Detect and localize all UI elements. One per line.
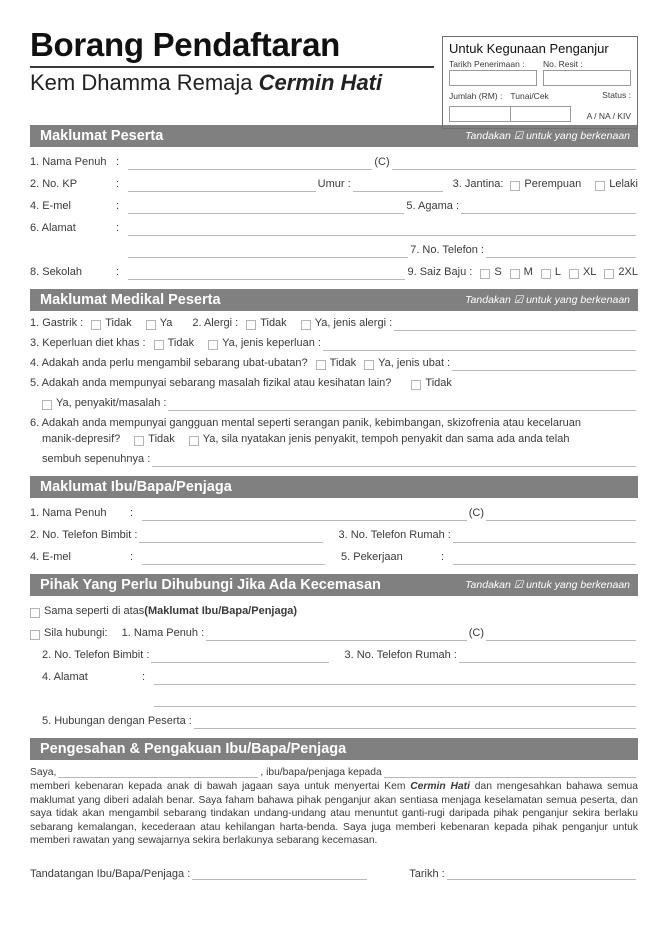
organiser-amount-fieldpair (449, 105, 571, 122)
input-participant-address-line2[interactable] (128, 244, 408, 258)
label-medical-diet: 3. Keperluan diet khas : (30, 337, 146, 349)
colon-guardian-email: : (130, 551, 134, 563)
input-medication-type[interactable] (452, 357, 636, 371)
input-declaration-child-name[interactable] (384, 764, 636, 778)
checkbox-option-size-m[interactable] (510, 265, 533, 280)
colon-participant-school: : (116, 266, 120, 278)
input-emergency-mobile[interactable] (151, 649, 328, 663)
checkbox-icon-physical-no[interactable] (411, 380, 421, 390)
organiser-status-options-cell (571, 111, 631, 122)
label-participant-religion: 5. Agama : (406, 200, 459, 212)
field-row-participant-address (30, 217, 638, 236)
label-guardian-name: 1. Nama Penuh (30, 507, 107, 519)
checkbox-icon-size-2xl[interactable] (604, 269, 614, 279)
checkbox-option-diet-yes[interactable] (208, 335, 321, 351)
checkbox-icon-medication-no[interactable] (316, 360, 326, 370)
label-medical-allergy: 2. Alergi : (192, 317, 239, 329)
checkbox-option-medication-no[interactable] (316, 355, 357, 371)
field-row-emergency-address2 (30, 688, 638, 707)
organiser-receipt-cell (543, 59, 631, 87)
organiser-row-receipt (449, 59, 631, 87)
colon-participant-address: : (116, 222, 120, 234)
label-diet-no: Tidak (167, 337, 195, 349)
label-guardian-of: , ibu/bapa/penjaga kepada (260, 767, 382, 778)
input-signature[interactable] (192, 866, 367, 880)
field-row-participant-school (30, 261, 638, 280)
checkbox-option-medication-yes[interactable] (364, 355, 450, 371)
organiser-receipt-label: No. Resit : (543, 58, 583, 69)
input-guardian-mobile[interactable] (139, 529, 322, 543)
label-please-contact: Sila hubungi: (44, 627, 108, 639)
organiser-row-amount (449, 90, 631, 101)
field-row-participant-name (30, 151, 638, 170)
input-declaration-guardian-name[interactable] (58, 764, 258, 778)
input-emergency-address-line1[interactable] (154, 671, 636, 685)
label-signature: Tandatangan Ibu/Bapa/Penjaga : (30, 867, 191, 880)
label-physical-yes: Ya, penyakit/masalah : (56, 397, 167, 409)
organiser-use-box (442, 36, 638, 129)
checkbox-icon-male[interactable] (595, 181, 605, 191)
label-medical-gastric: 1. Gastrik : (30, 317, 84, 329)
field-row-guardian-mobile (30, 524, 638, 543)
label-guardian-email: 4. E-mel (30, 551, 71, 563)
organiser-amount-input[interactable] (449, 106, 511, 122)
declaration-text-part1: memberi kebenaran kepada anak di bawah jagaan saya untuk menyertai Kem (30, 781, 411, 792)
declaration-camp-name: Cermin Hati (410, 781, 470, 792)
declaration-paragraph (30, 780, 638, 848)
checkbox-option-size-l[interactable] (541, 265, 561, 280)
tick-note-participant: Tandakan ☑ untuk yang berkenaan (465, 130, 630, 142)
label-diet-yes: Ya, jenis keperluan : (222, 337, 321, 349)
checkbox-icon-please-contact[interactable] (30, 630, 40, 640)
section-bar-emergency (30, 574, 638, 596)
input-guardian-email[interactable] (142, 551, 325, 565)
section-title-participant: Maklumat Peserta (40, 128, 164, 144)
organiser-status-label: Status : (602, 90, 631, 101)
label-guardian-home-phone: 3. No. Telefon Rumah : (338, 529, 451, 541)
label-participant-address: 6. Alamat (30, 222, 76, 234)
checkbox-icon-mental-yes[interactable] (189, 436, 199, 446)
checkbox-icon-allergy-yes[interactable] (301, 320, 311, 330)
checkbox-icon-medication-yes[interactable] (364, 360, 374, 370)
input-participant-name[interactable] (128, 156, 372, 170)
colon-participant-ic: : (116, 178, 120, 190)
checkbox-option-gastric-yes[interactable] (146, 315, 173, 331)
organiser-payment-input[interactable] (511, 106, 572, 122)
label-participant-shirt: 9. Saiz Baju : (407, 266, 473, 278)
label-emergency-relation: 5. Hubungan dengan Peserta : (42, 715, 192, 727)
label-emergency-name: 1. Nama Penuh : (121, 627, 205, 639)
checkbox-icon-diet-yes[interactable] (208, 340, 218, 350)
field-row-medical-q6-options (30, 431, 638, 447)
label-medical-mental-line1: 6. Adakah anda mempunyai gangguan mental seperti serangan panik, kebimbangan, skizofrenia atau kecelaruan (30, 417, 581, 429)
label-emergency-name-c: (C) (468, 627, 484, 639)
input-participant-phone[interactable] (486, 244, 636, 258)
tick-note-emergency: Tandakan ☑ untuk yang berkenaan (465, 579, 630, 591)
label-mental-no: Tidak (148, 433, 175, 445)
label-male: Lelaki (609, 178, 638, 190)
organiser-date-cell (449, 59, 537, 87)
label-participant-email: 4. E-mel (30, 200, 71, 212)
label-medical-physical: 5. Adakah anda mempunyai sebarang masalah fizikal atau kesihatan lain? (30, 377, 392, 389)
label-size-s: S (494, 266, 502, 278)
label-size-m: M (523, 266, 533, 278)
label-medical-mental-line3: sembuh sepenuhnya : (42, 453, 151, 465)
subtitle-plain: Kem Dhamma Remaja (30, 69, 259, 95)
checkbox-icon-size-xl[interactable] (569, 269, 579, 279)
input-guardian-job[interactable] (453, 551, 636, 565)
checkbox-option-male[interactable] (595, 177, 638, 192)
field-row-participant-address2-phone (30, 239, 638, 258)
field-row-emergency-relation (30, 710, 638, 729)
input-emergency-name-chinese[interactable] (486, 627, 636, 641)
checkbox-option-mental-yes[interactable] (189, 431, 570, 447)
organiser-status-cell (549, 90, 631, 101)
field-row-emergency-same-as-above[interactable] (30, 600, 638, 619)
organiser-receipt-input[interactable] (543, 70, 631, 86)
checkbox-icon-allergy-no[interactable] (246, 320, 256, 330)
input-physical-detail[interactable] (168, 397, 636, 411)
form-header (30, 26, 638, 122)
checkbox-option-diet-no[interactable] (154, 335, 195, 351)
field-row-medical-q5-yes (30, 395, 638, 411)
label-gastric-yes: Ya (159, 317, 173, 329)
field-row-signature (30, 866, 638, 880)
input-participant-address-line1[interactable] (128, 222, 636, 236)
organiser-amount-label: Jumlah (RM) : (449, 90, 503, 101)
label-medication-yes: Ya, jenis ubat : (378, 357, 451, 369)
label-allergy-no: Tidak (260, 317, 287, 329)
checkbox-icon-physical-yes[interactable] (42, 400, 52, 410)
checkbox-icon-same-as-above[interactable] (30, 608, 40, 618)
label-emergency-address: 4. Alamat (42, 671, 88, 683)
input-participant-age[interactable] (353, 178, 443, 192)
label-gastric-no: Tidak (105, 317, 132, 329)
field-row-medical-q6-line3 (30, 451, 638, 467)
field-row-guardian-name (30, 502, 638, 521)
section-title-declaration: Pengesahan & Pengakuan Ibu/Bapa/Penjaga (40, 741, 347, 757)
field-row-medical-q4 (30, 355, 638, 371)
organiser-payment-label: Tunai/Cek (510, 90, 549, 101)
checkbox-option-mental-no[interactable] (134, 431, 175, 447)
colon-participant-name: : (116, 156, 120, 168)
organiser-date-label: Tarikh Penerimaan : (449, 58, 525, 69)
field-row-guardian-email (30, 546, 638, 565)
label-participant-school: 8. Sekolah (30, 266, 82, 278)
label-participant-age: Umur : (317, 178, 351, 190)
label-participant-phone: 7. No. Telefon : (410, 244, 484, 256)
input-guardian-name-chinese[interactable] (486, 507, 636, 521)
organiser-payment-cell (510, 91, 548, 102)
organiser-status-options: A / NA / KIV (586, 111, 631, 122)
input-emergency-home-phone[interactable] (459, 649, 636, 663)
colon-guardian-name: : (130, 507, 134, 519)
section-title-emergency: Pihak Yang Perlu Dihubungi Jika Ada Kecemasan (40, 577, 381, 593)
section-bar-medical (30, 289, 638, 311)
checkbox-option-physical-no[interactable] (411, 375, 452, 391)
label-guardian-job: 5. Pekerjaan (341, 551, 403, 563)
organiser-amount-cell (449, 91, 502, 102)
tick-note-medical: Tandakan ☑ untuk yang berkenaan (465, 294, 630, 306)
label-participant-gender: 3. Jantina (452, 178, 501, 190)
checkbox-icon-size-l[interactable] (541, 269, 551, 279)
page-title: Borang Pendaftaran (30, 26, 340, 63)
label-signature-date: Tarikh : (409, 867, 445, 880)
label-participant-name-c: (C) (374, 156, 390, 168)
field-row-emergency-name (30, 622, 638, 641)
checkbox-option-allergy-no[interactable] (246, 315, 287, 331)
input-emergency-address-line2[interactable] (154, 693, 636, 707)
checkbox-icon-gastric-no[interactable] (91, 320, 101, 330)
label-size-2xl: 2XL (618, 266, 638, 278)
label-medical-mental-line2: manik-depresif? (42, 433, 121, 445)
label-guardian-name-c: (C) (468, 507, 484, 519)
checkbox-icon-female[interactable] (510, 181, 520, 191)
input-participant-school[interactable] (128, 266, 405, 280)
field-row-emergency-mobile (30, 644, 638, 663)
colon-emergency-address: : (142, 671, 146, 683)
field-row-participant-ic (30, 173, 638, 192)
colon-guardian-job: : (441, 551, 445, 563)
label-medical-medication: 4. Adakah anda perlu mengambil sebarang ubat-ubatan? (30, 357, 308, 369)
organiser-box-title: Untuk Kegunaan Penganjur (449, 41, 609, 56)
checkbox-option-size-2xl[interactable] (604, 265, 638, 280)
checkbox-option-gastric-no[interactable] (91, 315, 132, 331)
declaration-body (30, 780, 638, 848)
label-physical-no: Tidak (425, 377, 452, 389)
field-row-medical-q1-q2 (30, 315, 638, 331)
input-allergy-type[interactable] (394, 317, 636, 331)
checkbox-option-allergy-yes[interactable] (301, 315, 392, 331)
input-guardian-home-phone[interactable] (453, 529, 636, 543)
section-bar-declaration (30, 738, 638, 760)
section-title-medical: Maklumat Medikal Peserta (40, 292, 221, 308)
field-row-medical-q3 (30, 335, 638, 351)
label-medication-no: Tidak (329, 357, 357, 369)
subtitle-emphasis: Cermin Hati (258, 69, 383, 95)
label-size-xl: XL (582, 266, 597, 278)
label-saya: Saya, (30, 767, 57, 778)
label-same-as-above-bold: (Maklumat Ibu/Bapa/Penjaga) (144, 605, 298, 617)
checkbox-option-physical-yes[interactable] (42, 395, 166, 411)
checkbox-option-female[interactable] (510, 177, 581, 192)
checkbox-icon-diet-no[interactable] (154, 340, 164, 350)
input-guardian-name[interactable] (142, 507, 467, 521)
input-participant-religion[interactable] (461, 200, 636, 214)
label-participant-name: 1. Nama Penuh (30, 156, 107, 168)
section-bar-guardian (30, 476, 638, 498)
organiser-row-amount-fields (449, 105, 631, 122)
field-row-emergency-address (30, 666, 638, 685)
organiser-date-input[interactable] (449, 70, 537, 86)
checkbox-option-size-s[interactable] (480, 265, 501, 280)
field-row-participant-email (30, 195, 638, 214)
input-emergency-name[interactable] (206, 627, 467, 641)
label-participant-ic: 2. No. KP (30, 178, 78, 190)
field-block-medical-q6 (30, 415, 638, 467)
declaration-text-part2: dan mengesahkan bahawa semua maklumat yang diberi adalah benar. Saya faham bahawa pihak penganjur akan sentiasa menjaga keselamatan semua peserta, dan saya tidak akan mengambil sebarang tindakan undang-undang atau menuntut ganti-rugi daripada pihak penganjur sekira berlaku sebarang kemalangan, kecederaan atau kehilangan harta-benda. Saya juga memberi kebenaran kepada pihak penganjur untuk memberi rawatan yang sewajarnya sekira berlakunya sebarang kecemasan. (30, 781, 638, 847)
label-mental-yes: Ya, sila nyatakan jenis penyakit, tempoh penyakit dan sama ada anda telah (202, 433, 570, 445)
colon-participant-email: : (116, 200, 120, 212)
input-signature-date[interactable] (447, 866, 636, 880)
section-title-guardian: Maklumat Ibu/Bapa/Penjaga (40, 479, 232, 495)
label-emergency-home-phone: 3. No. Telefon Rumah : (344, 649, 457, 661)
label-guardian-mobile: 2. No. Telefon Bimbit : (30, 529, 138, 541)
input-mental-detail[interactable] (152, 453, 636, 467)
label-same-as-above: Sama seperti di atas (44, 605, 145, 617)
checkbox-icon-size-s[interactable] (480, 269, 490, 279)
title-divider (30, 66, 434, 68)
checkbox-icon-size-m[interactable] (510, 269, 520, 279)
field-row-declaration-names (30, 764, 638, 778)
label-size-l: L (554, 266, 561, 278)
input-emergency-relation[interactable] (194, 715, 636, 729)
field-row-medical-q5 (30, 375, 638, 391)
label-emergency-mobile: 2. No. Telefon Bimbit : (42, 649, 150, 661)
checkbox-icon-gastric-yes[interactable] (146, 320, 156, 330)
input-diet-type[interactable] (323, 337, 636, 351)
colon-participant-gender: : (500, 178, 504, 190)
input-participant-ic[interactable] (128, 178, 316, 192)
checkbox-option-size-xl[interactable] (569, 265, 596, 280)
label-female: Perempuan (524, 178, 582, 190)
input-participant-name-chinese[interactable] (392, 156, 636, 170)
checkbox-icon-mental-no[interactable] (134, 436, 144, 446)
label-allergy-yes: Ya, jenis alergi : (314, 317, 393, 329)
input-participant-email[interactable] (128, 200, 404, 214)
